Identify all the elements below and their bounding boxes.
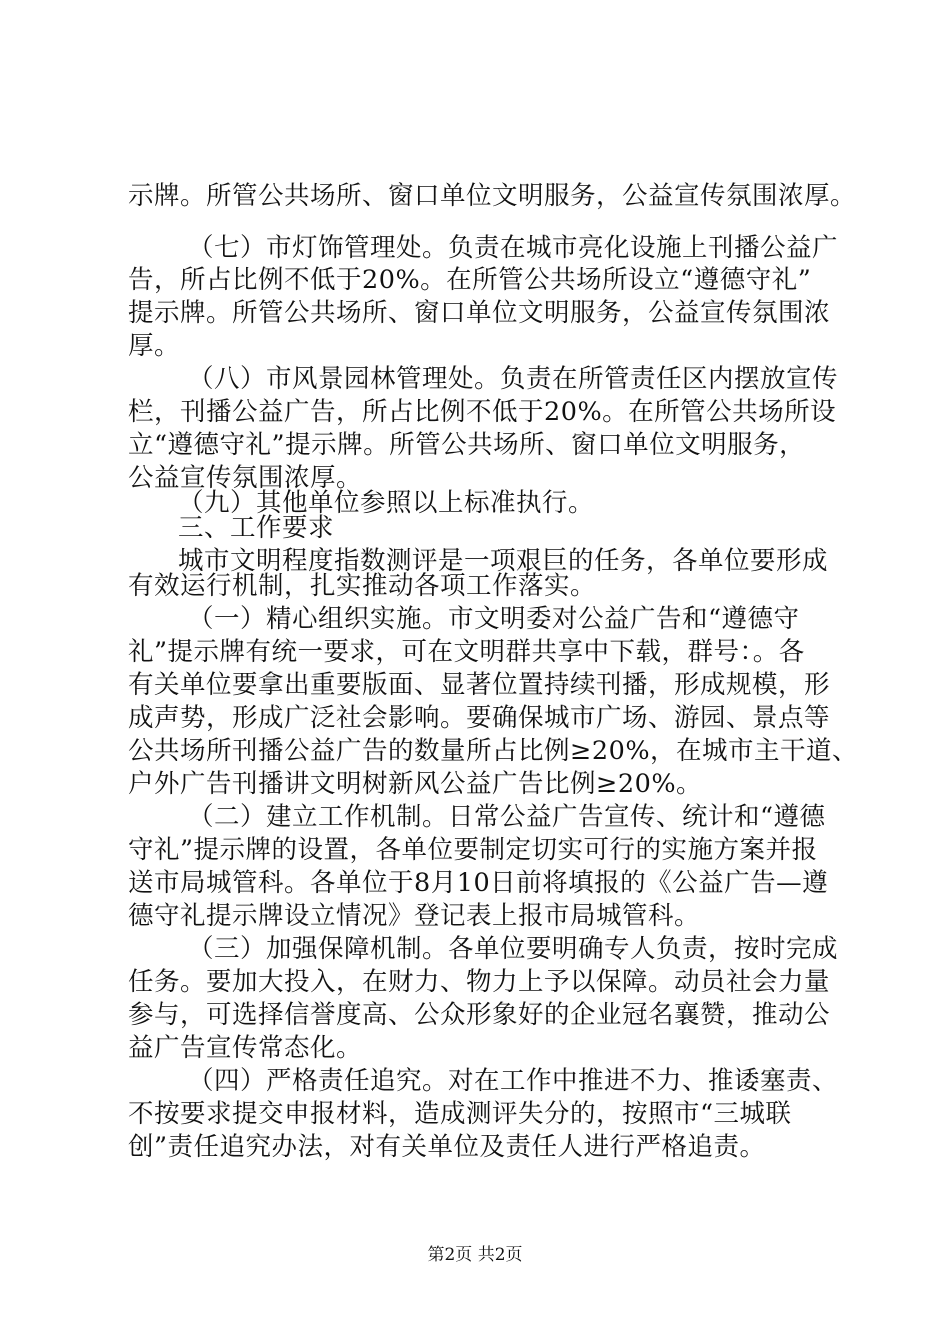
- text-line: 德守礼提示牌设立情况》登记表上报市局城管科。: [128, 901, 701, 931]
- text-line: 有关单位要拿出重要版面、显著位置持续刊播，形成规模，形: [128, 670, 831, 700]
- text-line: 不按要求提交申报材料，造成测评失分的，按照市“三城联: [128, 1099, 792, 1129]
- text-line: （三）加强保障机制。各单位要明确专人负责，按时完成: [188, 934, 839, 964]
- text-line: （一）精心组织实施。市文明委对公益广告和“遵德守: [188, 604, 800, 634]
- text-line: （九）其他单位参照以上标准执行。: [178, 488, 595, 518]
- text-line: 栏，刊播公益广告，所占比例不低于20%。在所管公共场所设: [128, 397, 837, 427]
- text-line: 参与，可选择信誉度高、公众形象好的企业冠名襄赞，推动公: [128, 1000, 831, 1030]
- text-line: 益广告宣传常态化。: [128, 1033, 363, 1063]
- text-line: （二）建立工作机制。日常公益广告宣传、统计和“遵德: [188, 802, 826, 832]
- text-line: 创”责任追究办法，对有关单位及责任人进行严格追责。: [128, 1132, 766, 1162]
- text-line: 任务。要加大投入，在财力、物力上予以保障。动员社会力量: [128, 967, 831, 997]
- text-line: 立“遵德守礼”提示牌。所管公共场所、窗口单位文明服务，: [128, 430, 806, 460]
- text-line: 成声势，形成广泛社会影响。要确保城市广场、游园、景点等: [128, 703, 831, 733]
- text-line: （八）市风景园林管理处。负责在所管责任区内摆放宣传: [188, 364, 839, 394]
- text-line: 公益宣传氛围浓厚。: [128, 463, 363, 493]
- text-line: 提示牌。所管公共场所、窗口单位文明服务，公益宣传氛围浓: [128, 298, 831, 328]
- text-line: 送市局城管科。各单位于8月10日前将填报的《公益广告—遵: [128, 868, 829, 898]
- text-line: 户外广告刊播讲文明树新风公益广告比例≥20%。: [128, 769, 703, 799]
- text-line: 公共场所刊播公益广告的数量所占比例≥20%，在城市主干道、: [128, 736, 859, 766]
- page-footer: 第2页 共2页: [427, 1245, 523, 1265]
- section-heading: 三、工作要求: [178, 513, 335, 543]
- text-line: 示牌。所管公共场所、窗口单位文明服务，公益宣传氛围浓厚。: [128, 181, 857, 211]
- text-line: 有效运行机制，扎实推动各项工作落实。: [128, 571, 597, 601]
- text-line: 礼”提示牌有统一要求，可在文明群共享中下载，群号：。各: [128, 637, 805, 667]
- text-line: 守礼”提示牌的设置，各单位要制定切实可行的实施方案并报: [128, 835, 818, 865]
- text-line: 厚。: [128, 331, 181, 361]
- text-line: 城市文明程度指数测评是一项艰巨的任务，各单位要形成: [178, 546, 829, 576]
- text-line: （四）严格责任追究。对在工作中推进不力、推诿塞责、: [188, 1066, 839, 1096]
- text-line: 告，所占比例不低于20%。在所管公共场所设立“遵德守礼”: [128, 265, 812, 295]
- text-line: （七）市灯饰管理处。负责在城市亮化设施上刊播公益广: [188, 233, 839, 263]
